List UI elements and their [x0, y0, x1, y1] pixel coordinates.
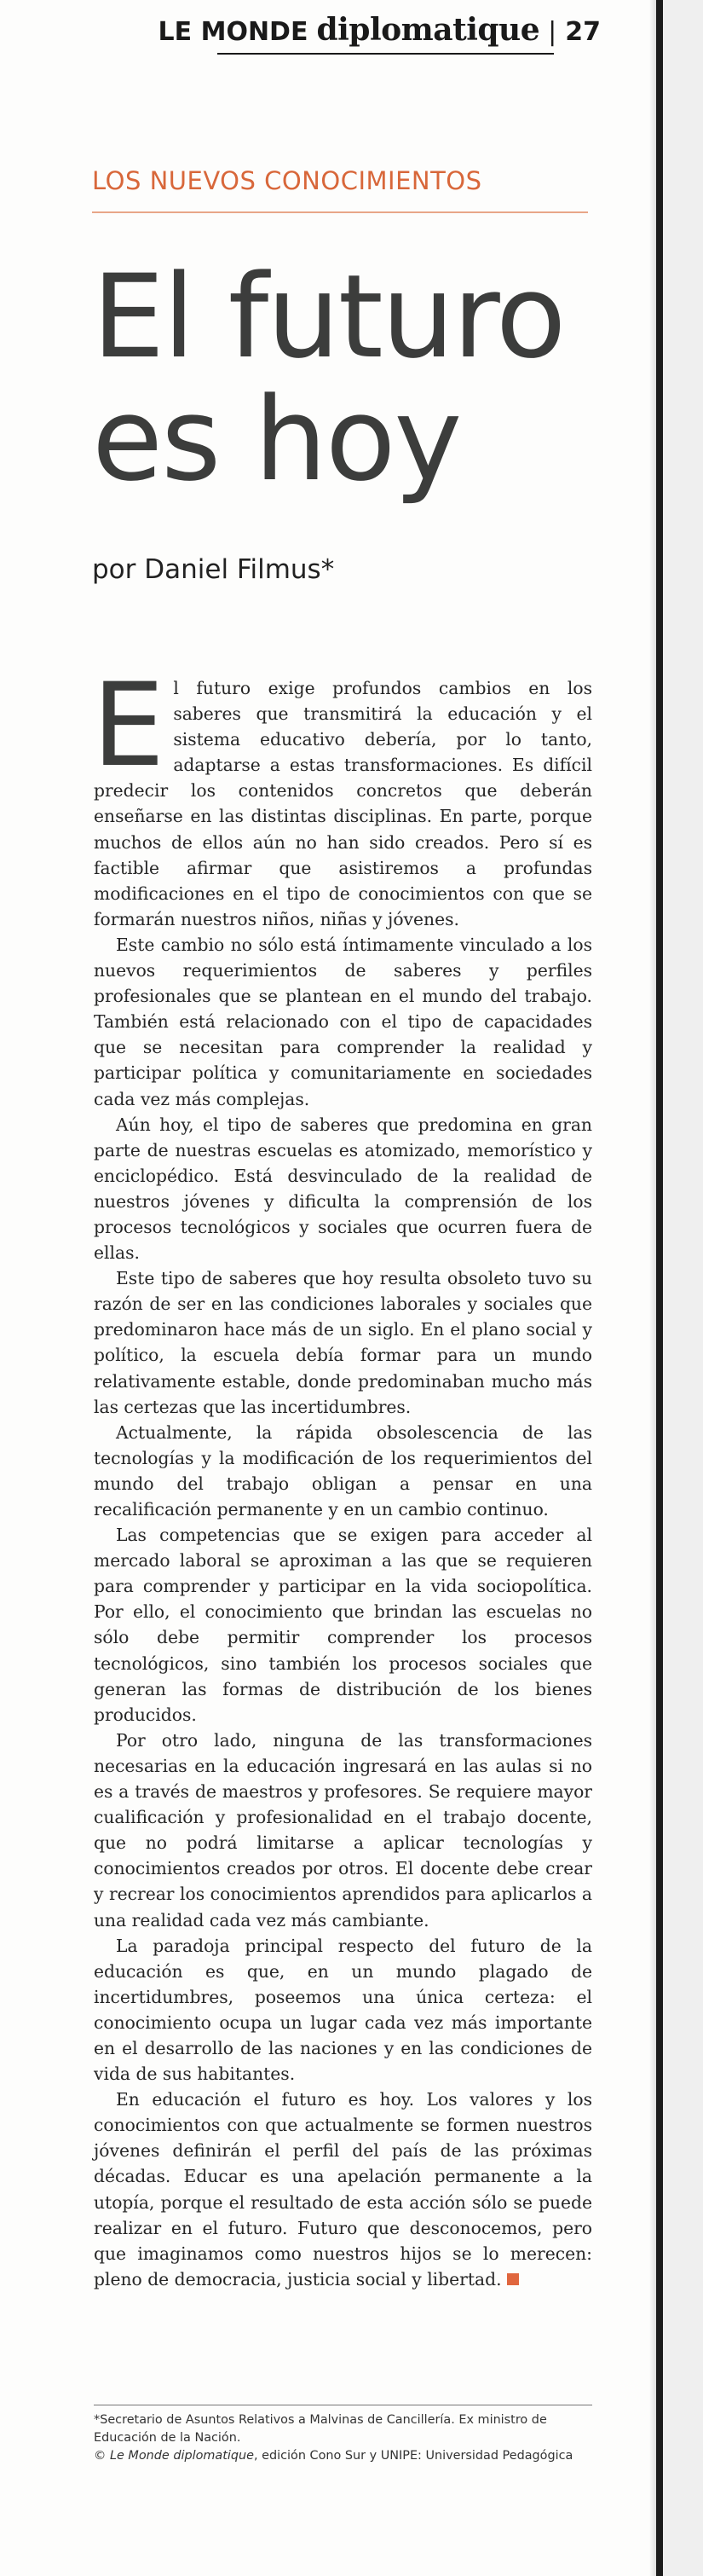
- scan-margin: [663, 0, 703, 2576]
- masthead-diplomatique: diplomatique: [316, 12, 540, 48]
- paragraph: Actualmente, la rápida obsolescencia de las tecnologías y la modificación de los requerimientos del mundo del trabajo obligan a pensar en una recalificación permanente y en un cambio continuo.: [94, 1421, 592, 1520]
- page-fold-shadow: [649, 0, 656, 2576]
- paragraph: Este cambio no sólo está íntimamente vinculado a los nuevos requerimientos de saberes y perfiles profesionales que se plantean en el mundo del trabajo. También está relacionado con el tipo de capacidades que se necesitan para comprender la realidad y participar política y comunitariamente en sociedades cada vez más complejas.: [94, 934, 592, 1109]
- drop-cap: E: [92, 658, 165, 792]
- section-label: LOS NUEVOS CONOCIMIENTOS: [92, 166, 482, 195]
- masthead-le: LE MONDE: [158, 17, 308, 47]
- paragraph: La paradoja principal respecto del futuro de la educación es que, en un mundo plagado de incertidumbres, poseemos una única certeza: el conocimiento ocupa un lugar cada vez más importante en el desarrollo de las naciones y en las condiciones de vida de sus habitantes.: [94, 1935, 592, 2085]
- title-line-2: es hoy: [92, 373, 461, 507]
- paragraph: [94, 2087, 592, 2292]
- article-body: [92, 658, 592, 2292]
- masthead-rule: [217, 53, 554, 55]
- paragraph-text: En educación el futuro es hoy. Los valores y los conocimientos con que actualmente se formen nuestros jóvenes definirán el perfil del país de las próximas décadas. Educar es una apelación permanente a la utopía, porque el resultado de esta acción sólo se puede realizar en el futuro. Futuro que desconocemos, pero que imaginamos como nuestros hijos se lo merecen: pleno de democracia, justicia social y libertad.: [94, 2089, 592, 2289]
- scan-edge-bar: [656, 0, 663, 2576]
- paragraph: Este tipo de saberes que hoy resulta obsoleto tuvo su razón de ser en las condiciones laborales y sociales que predominaron hace más de un siglo. En el plano social y político, la escuela debía formar para un mundo relativamente estable, donde predominaban mucho más las certezas que las incertidumbres.: [94, 1268, 592, 1417]
- copyright-rest: , edición Cono Sur y UNIPE: Universidad Pedagógica: [253, 2449, 573, 2463]
- masthead-separator: |: [548, 17, 557, 47]
- end-of-article-icon: [507, 2273, 519, 2285]
- footnotes: [94, 2411, 592, 2465]
- copyright-publication: Le Monde diplomatique: [109, 2449, 254, 2463]
- author-footnote: *Secretario de Asuntos Relativos a Malvinas de Cancillería. Ex ministro de Educación de la Nación.: [94, 2413, 547, 2445]
- paragraph: Las competencias que se exigen para acceder al mercado laboral se aproximan a las que se requieren para comprender y participar en la vida sociopolítica. Por ello, el conocimiento que brindan las escuelas no sólo debe permitir comprender los procesos tecnológicos, sino también los procesos sociales que generan las formas de distribución de los bienes producidos.: [94, 1525, 592, 1725]
- byline: por Daniel Filmus*: [92, 554, 335, 585]
- paragraph: Aún hoy, el tipo de saberes que predomina en gran parte de nuestras escuelas es atomizado, memorístico y enciclopédico. Está desvinculado de la realidad de nuestros jóvenes y dificulta la comprensión de los procesos tecnológicos y sociales que ocurren fuera de ellas.: [94, 1114, 592, 1264]
- paragraph-text: l futuro exige profundos cambios en los saberes que transmitirá la educación y el sistema educativo debería, por lo tanto, adaptarse a estas transformaciones. Es difícil predecir los contenidos concretos que deberán enseñarse en las distintas disciplinas. En parte, porque muchos de ellos aún no han sido creados. Pero sí es factible afirmar que asistiremos a profundas modificaciones en el tipo de conocimientos con que se formarán nuestros niños, niñas y jóvenes.: [94, 678, 592, 929]
- page-number: 27: [565, 17, 601, 47]
- copyright-symbol: ©: [94, 2449, 107, 2463]
- article-title: [92, 250, 565, 507]
- copyright-line: [94, 2447, 592, 2465]
- masthead: [158, 12, 601, 48]
- title-line-1: El futuro: [92, 250, 565, 384]
- section-rule: [92, 211, 588, 213]
- paragraph: Por otro lado, ninguna de las transformaciones necesarias en la educación ingresará en las aulas si no es a través de maestros y profesores. Se requiere mayor cualificación y profesionalidad en el trabajo docente, que no podrá limitarse a aplicar tecnologías y conocimientos creados por otros. El docente debe crear y recrear los conocimientos aprendidos para aplicarlos a una realidad cada vez más cambiante.: [94, 1729, 592, 1931]
- paragraph: [92, 658, 592, 932]
